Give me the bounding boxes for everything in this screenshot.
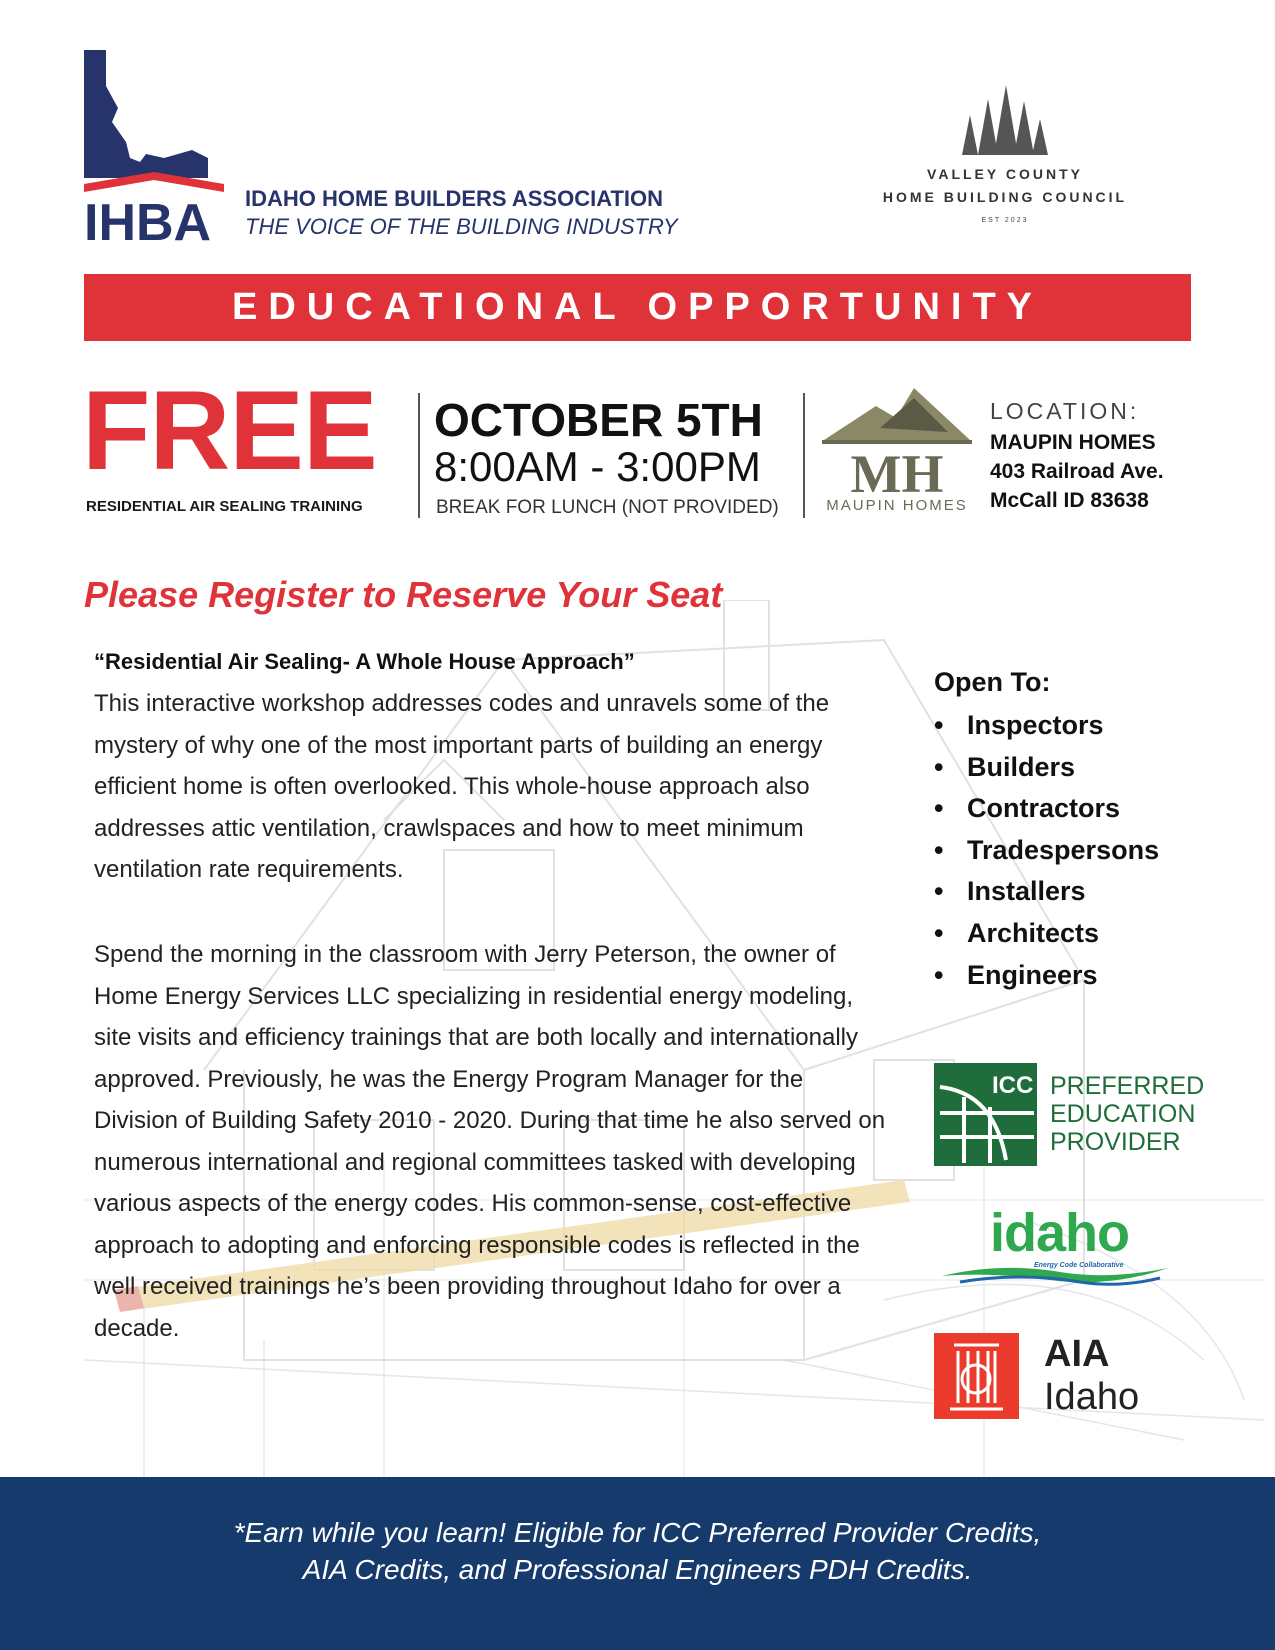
valley-county-subtitle: HOME BUILDING COUNCIL (882, 189, 1128, 205)
open-to-title: Open To: (934, 667, 1051, 697)
location-venue: MAUPIN HOMES (990, 431, 1156, 454)
icc-line: PROVIDER (1050, 1128, 1181, 1156)
open-to-list (934, 705, 1159, 996)
list-item: • Tradespersons (934, 830, 1159, 872)
list-item: • Contractors (934, 788, 1159, 830)
org-name: IDAHO HOME BUILDERS ASSOCIATION (245, 186, 664, 211)
footer-credits-line1: *Earn while you learn! Eligible for ICC Preferred Provider Credits, (233, 1517, 1042, 1548)
aia-logo-title: AIA (1044, 1333, 1110, 1375)
list-item: • Architects (934, 913, 1159, 955)
idaho-energy-subtitle: Energy Code Collaborative (1034, 1262, 1124, 1269)
icc-logo-text: ICC (992, 1072, 1034, 1099)
free-label: FREE (82, 368, 377, 493)
valley-county-est: EST 2023 (981, 217, 1029, 224)
lunch-note: BREAK FOR LUNCH (NOT PROVIDED) (436, 497, 779, 518)
list-item: • Engineers (934, 955, 1159, 997)
maupin-homes-monogram: MH (850, 444, 944, 500)
idaho-energy-logo: idaho (990, 1203, 1129, 1263)
aia-logo (934, 1333, 1019, 1419)
divider (803, 393, 805, 518)
valley-county-title: VALLEY COUNTY (927, 166, 1083, 182)
maupin-homes-logo (818, 388, 976, 500)
list-item: • Builders (934, 747, 1159, 789)
event-time: 8:00AM - 3:00PM (434, 443, 761, 490)
register-heading: Please Register to Reserve Your Seat (84, 574, 723, 615)
training-name: RESIDENTIAL AIR SEALING TRAINING (86, 498, 363, 515)
divider (418, 393, 420, 518)
location-city: McCall ID 83638 (990, 489, 1149, 512)
ihba-logo-text: IHBA (84, 194, 212, 245)
location-street: 403 Railroad Ave. (990, 460, 1164, 483)
icc-preferred-provider (1050, 1072, 1204, 1156)
location-label: LOCATION: (990, 398, 1140, 424)
maupin-homes-logo-name: MAUPIN HOMES (826, 497, 968, 514)
org-tagline: THE VOICE OF THE BUILDING INDUSTRY (245, 214, 678, 239)
icc-line: PREFERRED (1050, 1072, 1205, 1100)
footer-credits-line2: AIA Credits, and Professional Engineers PDH Credits. (302, 1554, 973, 1585)
event-date: OCTOBER 5TH (434, 394, 763, 446)
list-item: • Installers (934, 871, 1159, 913)
ihba-logo (84, 50, 224, 245)
icc-logo (934, 1063, 1037, 1166)
tree-icon (950, 85, 1060, 157)
icc-line: EDUCATION (1050, 1100, 1196, 1128)
aia-logo-subtitle: Idaho (1044, 1376, 1140, 1418)
workshop-title: “Residential Air Sealing- A Whole House Approach” (94, 649, 635, 674)
banner-heading: EDUCATIONAL OPPORTUNITY (84, 274, 1191, 341)
list-item: • Inspectors (934, 705, 1159, 747)
workshop-description: This interactive workshop addresses codes and unravels some of the mystery of why one of the most important parts of building an energy efficient home is often overlooked. This whole-house approach also addresses attic ventilation, crawlspaces and how to meet minimum ventilation rate requirements. (94, 690, 830, 883)
instructor-bio: Spend the morning in the classroom with Jerry Peterson, the owner of Home Energy Services LLC specializing in residential energy modeling, site visits and efficiency trainings that are both locally and internationally approved. Previously, he was the Energy Program Manager for the Division of Building Safety 2010 - 2020. During that time he also served on numerous international and regional committees tasked with developing various aspects of the energy codes. His common-sense, cost-effective approach to adopting and enforcing responsible codes is reflected in the well received trainings he’s been providing throughout Idaho for over a decade. (94, 941, 886, 1342)
